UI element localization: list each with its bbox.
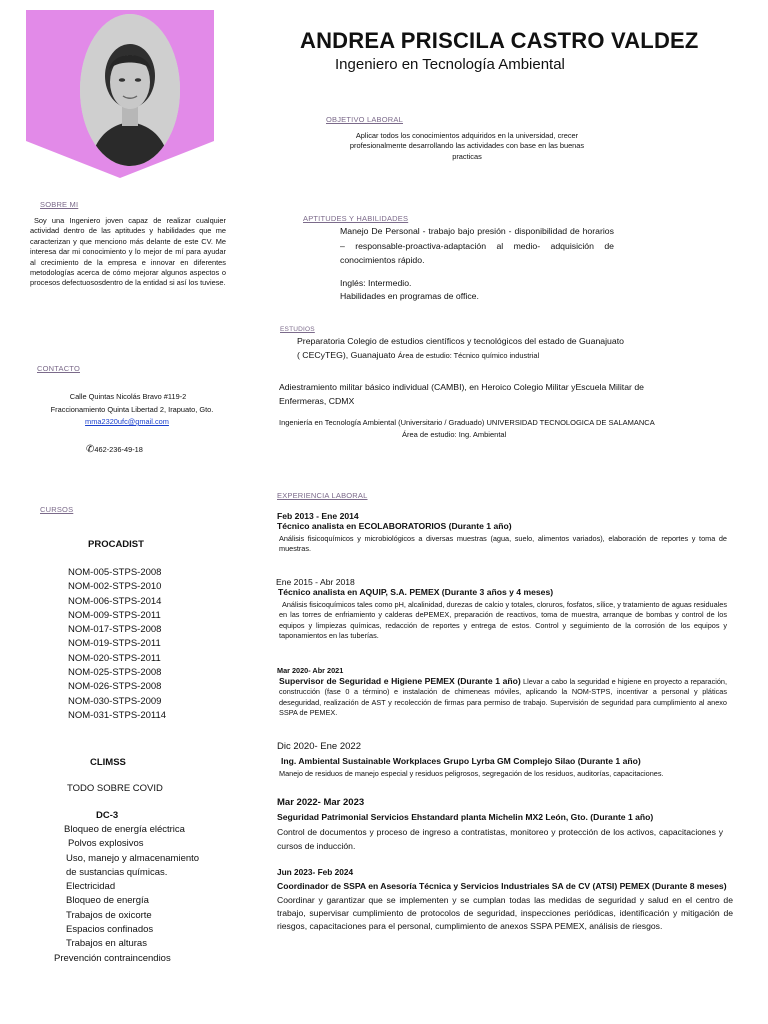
- list-item: NOM-026-STPS-2008: [68, 681, 162, 693]
- list-item: NOM-017-STPS-2008: [68, 624, 162, 636]
- job-description: Coordinar y garantizar que se implementen y se cumplan todas las medidas de seguridad y salud en el centro de trabajo, supervisar cumplimiento de protocolos de seguridad, inspecciones periódicas, identificación y mitigación de riesgos, capacitaciones para el personal, cumplimiento de anexos SSPA PEMEX, análisis de riesgos.: [277, 895, 733, 932]
- section-heading-contact: CONTACTO: [37, 364, 80, 373]
- skills-text: Manejo De Personal - trabajo bajo presión - disponibilidad de horarios – responsable-proactiva-adaptación al medio- adquisición de conocimientos rápido.: [340, 226, 614, 265]
- list-item: Polvos explosivos: [68, 838, 144, 850]
- list-item: de sustancias químicas.: [66, 866, 168, 878]
- education-prepa-area: Área de estudio: Técnico químico industrial: [397, 351, 540, 360]
- job-dates: Mar 2022- Mar 2023: [277, 797, 365, 808]
- about-text: Soy una Ingeniero joven capaz de realizar cualquier actividad dentro de las aptitudes y habilidades que me caracterizan y que menciono más delante de este CV. Me interesa dar mi conocimiento y lo mejor de mí para ayudar al crecimiento de la empresa e innovar en diferentes metodologías acerca de cómo mejorar algunos aspectos o procesos defectuososdentro de la entidad si así los tuviese.: [30, 216, 226, 288]
- job-title: Técnico analista en ECOLABORATORIOS (Durante 1 año): [277, 521, 512, 531]
- list-item: NOM-009-STPS-2011: [68, 609, 161, 621]
- job-description: Llevar a cabo la seguridad e higiene en proyecto a reparación, construcción (fase 0 a término) e instalación de chimeneas móviles, aplicando la NOM-STPS, incentivar a personal y pláticas deseguridad, realización de AST y recolección de firmas para permiso de trabajo. Supervisión de seguridad para cumplimiento al anexo SSPA de PEMEX.: [279, 677, 728, 718]
- dc3-title: DC-3: [96, 810, 119, 821]
- phone-icon: ✆: [86, 444, 95, 455]
- education-university-area: Área de estudio: Ing. Ambiental: [402, 430, 507, 439]
- list-item: NOM-006-STPS-2014: [68, 595, 162, 607]
- contact-address-line2: Fraccionamiento Quinta Libertad 2, Irapuato, Gto.: [50, 405, 214, 414]
- job-dates: Feb 2013 - Ene 2014: [277, 511, 359, 521]
- candidate-name: ANDREA PRISCILA CASTRO VALDEZ: [300, 28, 699, 53]
- contact-address-line1: Calle Quintas Nicolás Bravo #119-2: [69, 392, 187, 401]
- climss-item: TODO SOBRE COVID: [67, 783, 163, 794]
- skills-office: Habilidades en programas de office.: [340, 291, 479, 301]
- education-prepa-line1: Preparatoria Colegio de estudios científicos y tecnológicos del estado de Guanajuato: [297, 336, 624, 346]
- list-item: NOM-020-STPS-2011: [68, 652, 161, 664]
- job-title: Supervisor de Seguridad e Higiene PEMEX (Durante 1 año): [279, 676, 521, 686]
- job-dates: Ene 2015 - Abr 2018: [276, 577, 355, 587]
- section-heading-skills: APTITUDES Y HABILIDADES: [303, 214, 409, 223]
- list-item: Espacios confinados: [66, 924, 154, 936]
- list-item: Trabajos de oxicorte: [66, 909, 152, 921]
- job-dates: Dic 2020- Ene 2022: [277, 741, 361, 752]
- job-entry: [279, 676, 727, 719]
- contact-phone: [86, 445, 143, 455]
- list-item: Uso, manejo y almacenamiento: [66, 852, 200, 864]
- job-description: Análisis fisicoquímicos tales como pH, alcalinidad, durezas de calcio y totales, cloruros, fosfatos, sílice, y tratamiento de aguas residuales en las torres de enfriamiento y calderas dePEMEX, preparación de reactivos, toma de muestra, arranque de bombas y control de los equipos y limpiezas químicas, redacción de reportes y entrega de estos. Control y seguimiento de la corrosión de los equipos y taponamientos en las tuberías.: [279, 600, 727, 641]
- job-description: Control de documentos y proceso de ingreso a contratistas, monitoreo y protección de los activos, capacitaciones y cursos de inducción.: [277, 827, 723, 851]
- education-university: Ingeniería en Tecnología Ambiental (Universitario / Graduado) UNIVERSIDAD TECNOLOGICA DE SALAMANCA: [279, 418, 655, 427]
- education-military: Adiestramiento militar básico individual (CAMBI), en Heroico Colegio Militar yEscuela Militar de Enfermeras, CDMX: [279, 382, 645, 406]
- job-title: Ing. Ambiental Sustainable Workplaces Grupo Lyrba GM Complejo Silao (Durante 1 año): [281, 756, 641, 766]
- list-item: NOM-025-STPS-2008: [68, 667, 162, 679]
- climss-title: CLIMSS: [90, 757, 126, 768]
- skills-english: Inglés: Intermedio.: [340, 278, 412, 288]
- job-title: Seguridad Patrimonial Servicios Ehstandard planta Michelin MX2 León, Gto. (Durante 1 año): [277, 812, 654, 822]
- list-item: NOM-030-STPS-2009: [68, 695, 162, 707]
- education-prepa-line2: [297, 350, 539, 360]
- list-item: Bloqueo de energía: [66, 895, 149, 907]
- section-heading-about: SOBRE MI: [40, 200, 79, 209]
- list-item: Bloqueo de energía eléctrica: [64, 824, 185, 835]
- list-item: NOM-005-STPS-2008: [68, 567, 162, 578]
- job-description: Análisis fisicoquímicos y microbiológicos a diversas muestras (agua, suelo, alimentos variados), elaboración de reportes y toma de muestras.: [279, 534, 727, 554]
- contact-email-link[interactable]: mma2320ufc@gmail.com: [85, 417, 169, 426]
- profile-photo: [80, 14, 180, 166]
- job-dates: Mar 2020- Abr 2021: [277, 666, 344, 675]
- job-description: Manejo de residuos de manejo especial y residuos peligrosos, segregación de los residuos, auditorías, capacitaciones.: [279, 769, 664, 778]
- candidate-title: Ingeniero en Tecnología Ambiental: [335, 56, 565, 73]
- section-heading-objective: OBJETIVO LABORAL: [326, 115, 403, 124]
- job-dates: Jun 2023- Feb 2024: [277, 867, 354, 877]
- list-item: Trabajos en alturas: [66, 938, 147, 950]
- dc3-list: [54, 823, 200, 966]
- section-heading-courses: CURSOS: [40, 505, 74, 514]
- job-title: Técnico analista en AQUIP, S.A. PEMEX (Durante 3 años y 4 meses): [278, 587, 554, 597]
- procadist-title: PROCADIST: [88, 539, 144, 550]
- list-item: NOM-019-STPS-2011: [68, 638, 161, 650]
- portrait-illustration: [80, 14, 180, 166]
- contact-phone-number: 462-236-49-18: [94, 445, 143, 454]
- list-item: Prevención contraincendios: [54, 952, 171, 964]
- list-item: Electricidad: [66, 881, 116, 893]
- list-item: NOM-031-STPS-20114: [68, 709, 167, 721]
- section-heading-education: ESTUDIOS: [280, 326, 315, 333]
- objective-text: Aplicar todos los conocimientos adquiridos en la universidad, crecer profesionalmente desarrollando las actividades con base en las buenas practicas: [349, 131, 585, 161]
- education-prepa-school: ( CECyTEG), Guanajuato: [297, 350, 398, 360]
- list-item: NOM-002-STPS-2010: [68, 581, 162, 593]
- procadist-list: [68, 566, 166, 723]
- section-heading-experience: EXPERIENCIA LABORAL: [277, 491, 368, 500]
- job-title: Coordinador de SSPA en Asesoría Técnica y Servicios Industriales SA de CV (ATSI) PEMEX (Durante 8 meses): [277, 881, 727, 891]
